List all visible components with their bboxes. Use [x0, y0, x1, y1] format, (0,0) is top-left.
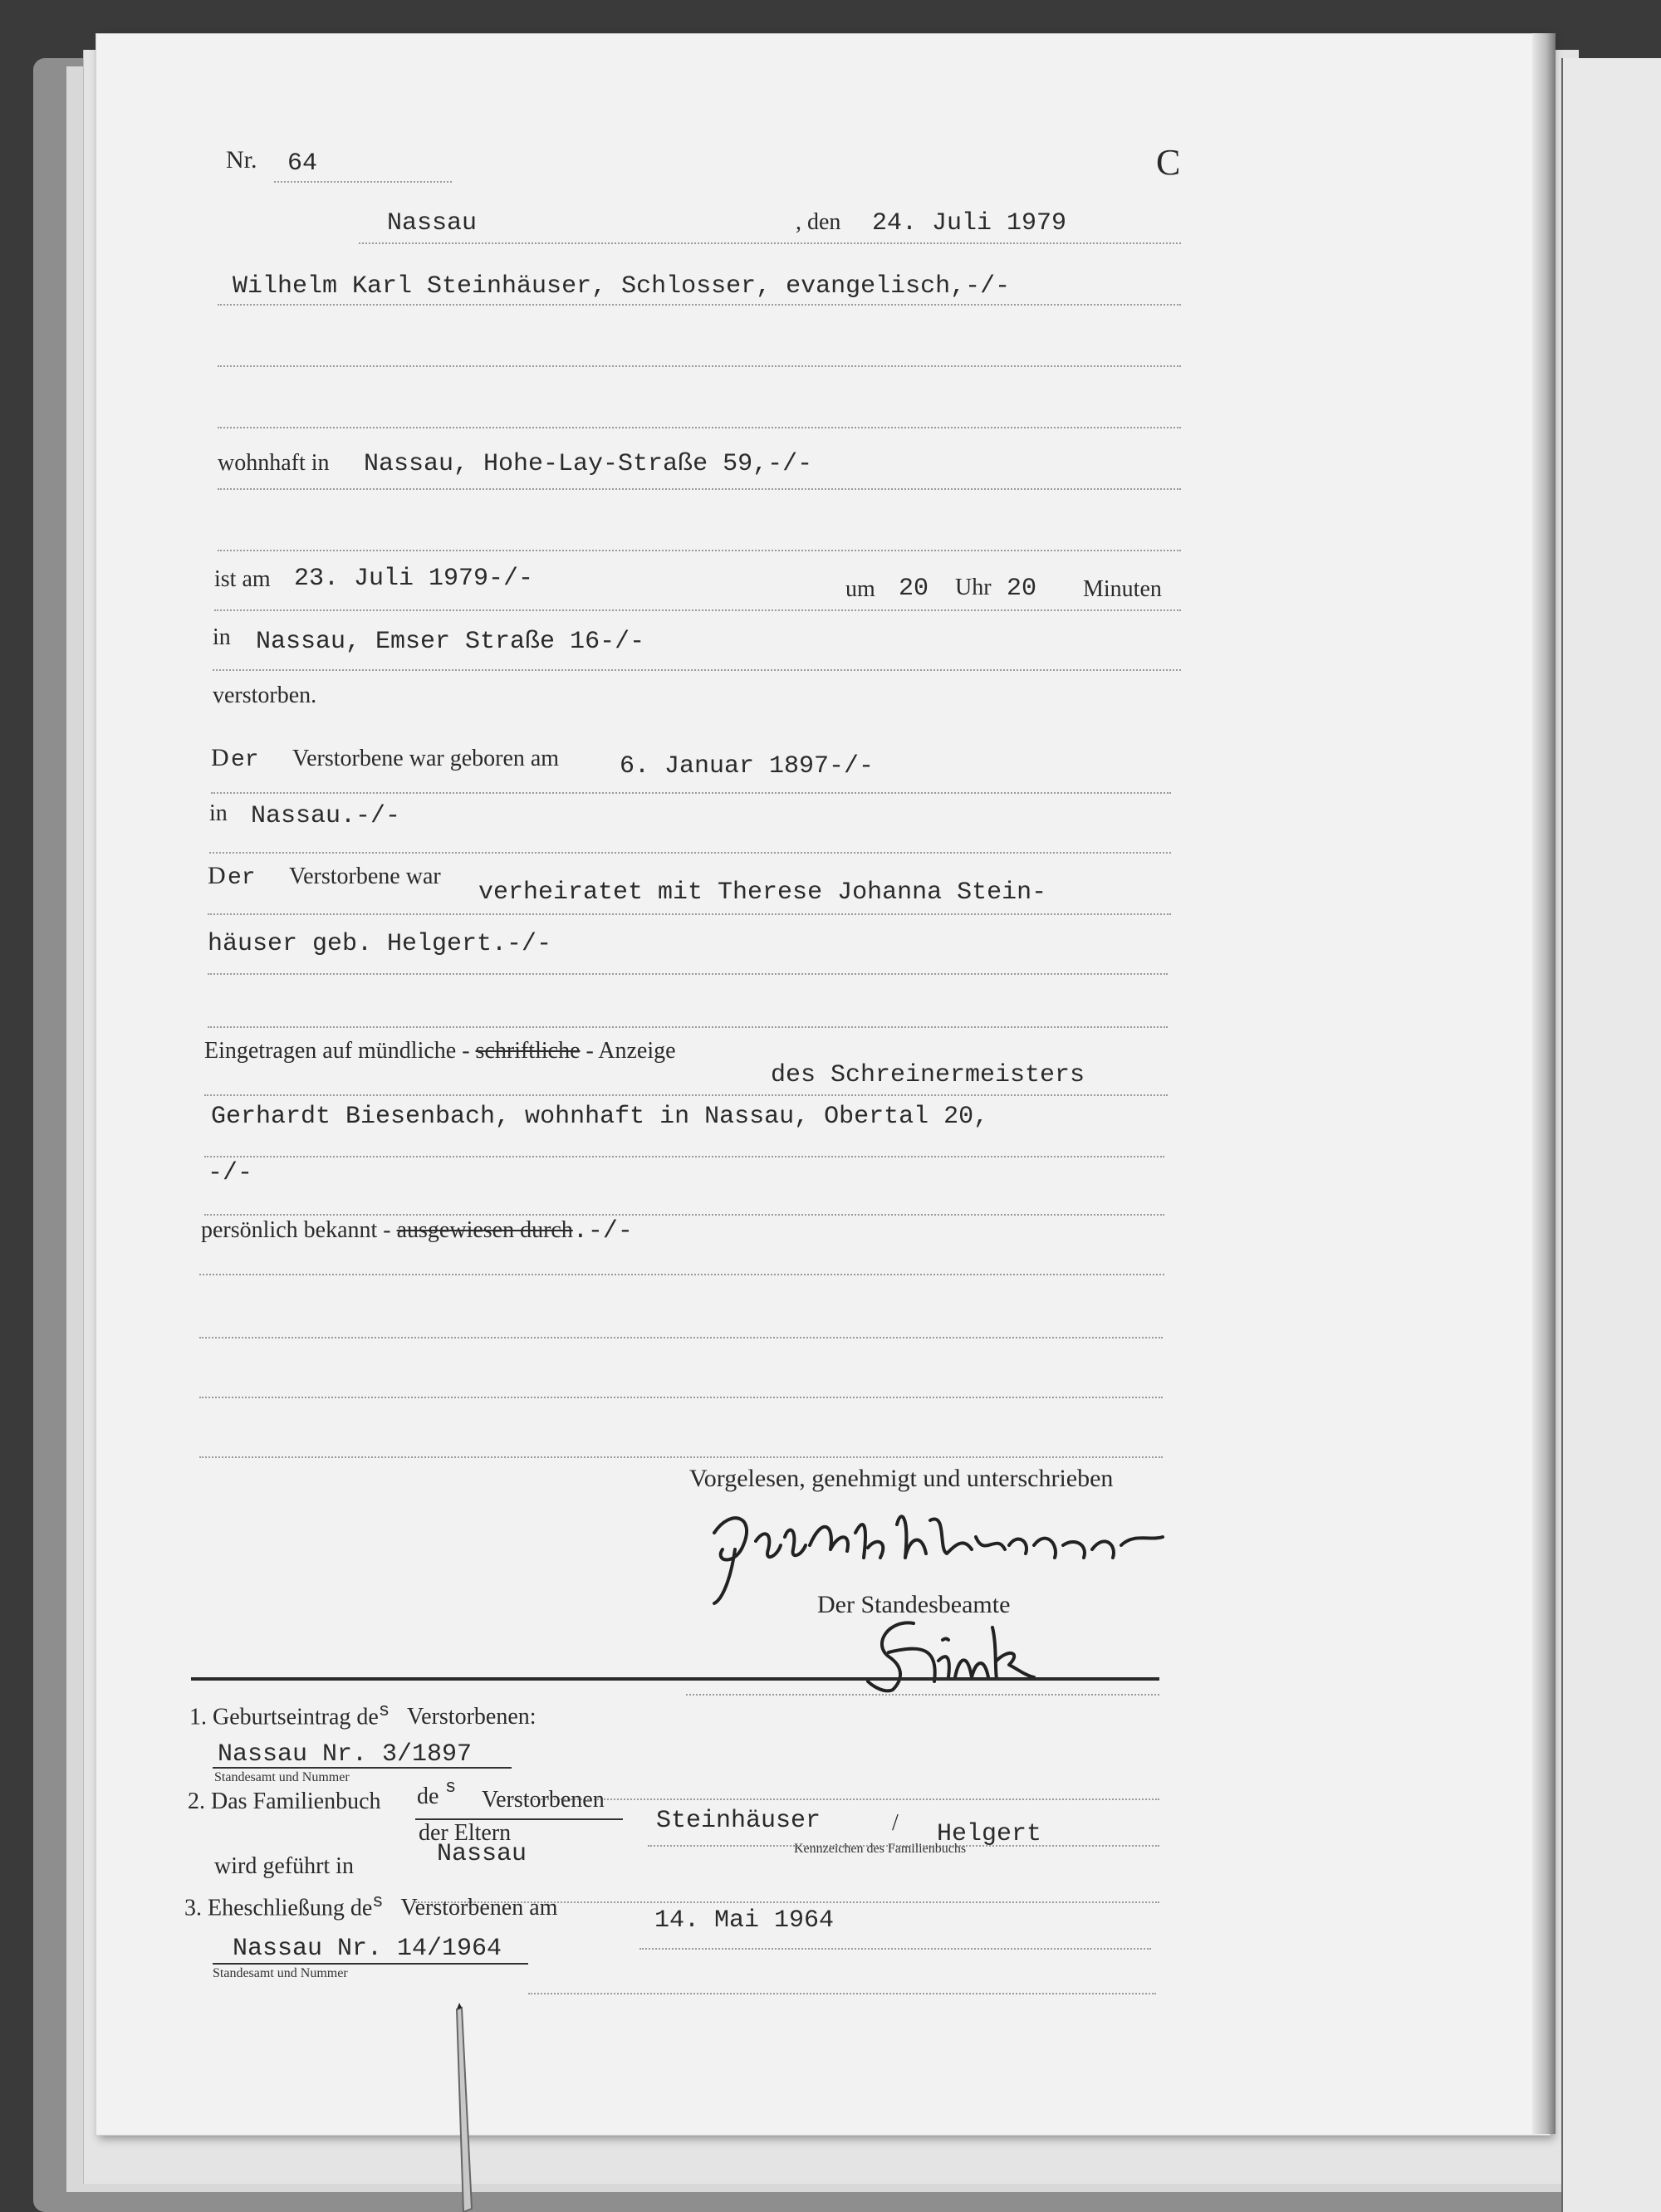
note-2-eltern: der Eltern: [419, 1820, 512, 1846]
rule: [208, 973, 1168, 975]
register-letter: C: [1156, 142, 1181, 183]
rule: [218, 365, 1181, 367]
record-number: 64: [287, 149, 318, 178]
rule: [204, 1214, 1164, 1216]
note-3-label-text: 3. Eheschließung de: [184, 1895, 373, 1921]
note-1-sup: s: [378, 1701, 390, 1721]
note-1-label-text: 1. Geburtseintrag de: [189, 1704, 379, 1730]
known-label: persönlich bekannt -: [201, 1217, 397, 1243]
rule: [209, 852, 1171, 854]
den-label: , den: [796, 209, 841, 235]
note-3-label: [184, 1891, 557, 1921]
page-gutter: [1532, 33, 1556, 2134]
place: Nassau: [387, 209, 478, 237]
rule: [199, 1397, 1163, 1398]
standesamt-label: Standesamt und Nummer: [214, 1770, 350, 1784]
entered-label-1: Eingetragen auf mündliche -: [204, 1038, 476, 1064]
birth-place: Nassau.-/-: [251, 802, 401, 830]
rule: [639, 1948, 1151, 1950]
rule: [213, 1767, 512, 1769]
birth-date: 6. Januar 1897-/-: [620, 752, 875, 781]
rule: [512, 1798, 1159, 1800]
kennzeichen-label: Kennzeichen des Familienbuchs: [794, 1842, 967, 1856]
rule: [208, 913, 1171, 915]
rule: [274, 181, 452, 183]
rule: [199, 1337, 1163, 1338]
record-date: 24. Juli 1979: [872, 209, 1067, 237]
rule: [359, 242, 1181, 244]
facing-page: [1561, 58, 1661, 2212]
informant-3: -/-: [208, 1159, 253, 1187]
death-hour: 20: [899, 575, 929, 603]
entered-label-2: - Anzeige: [580, 1038, 676, 1064]
married-text-2: häuser geb. Helgert.-/-: [208, 930, 552, 958]
known-line: [201, 1217, 633, 1245]
born-label: Verstorbene war geboren am: [292, 746, 560, 771]
um-label: um: [845, 576, 875, 602]
rule: [211, 792, 1171, 794]
rule: [213, 1963, 528, 1965]
residence: Nassau, Hohe-Lay-Straße 59,-/-: [364, 450, 813, 478]
note-3-date: 14. Mai 1964: [654, 1906, 835, 1935]
informant-1: des Schreinermeisters: [771, 1061, 1085, 1089]
born-suffix: er: [231, 747, 259, 773]
rule: [218, 427, 1181, 428]
death-place: Nassau, Emser Straße 16-/-: [256, 628, 645, 656]
birth-in-label: in: [209, 800, 228, 826]
married-prefix: D: [208, 862, 226, 889]
death-minute: 20: [1007, 575, 1037, 603]
death-date: 23. Juli 1979-/-: [294, 565, 534, 593]
pen-pointer: [432, 2001, 498, 2212]
verstorben-label: verstorben.: [213, 683, 317, 708]
note-2-de: de: [417, 1784, 439, 1809]
entered-line: [204, 1038, 676, 1064]
deceased-name: Wilhelm Karl Steinhäuser, Schlosser, evangelisch,-/-: [233, 272, 1011, 301]
uhr-label: Uhr: [955, 575, 992, 600]
note-1-value: Nassau Nr. 3/1897: [218, 1740, 473, 1769]
note-2-name-1: Steinhäuser: [656, 1807, 821, 1835]
note-3-label2: Verstorbenen am: [400, 1895, 558, 1921]
rule: [218, 550, 1181, 551]
registrar-label: Der Standesbeamte: [817, 1591, 1011, 1618]
section-divider: [191, 1677, 1159, 1681]
rule: [199, 1274, 1164, 1275]
informant-2: Gerhardt Biesenbach, wohnhaft in Nassau, Obertal 20,: [211, 1103, 989, 1131]
rule: [204, 1156, 1164, 1157]
married-text-1: verheiratet mit Therese Johanna Stein-: [478, 878, 1047, 907]
rule: [213, 669, 1181, 671]
nr-label: Nr.: [226, 146, 257, 174]
rule: [214, 609, 1181, 611]
read-approved-label: Vorgelesen, genehmigt und unterschrieben: [689, 1465, 1114, 1492]
born-prefix: D: [211, 744, 229, 771]
note-2-name-2: Helgert: [937, 1820, 1042, 1848]
note-2-place: Nassau: [437, 1840, 527, 1868]
entered-struck: schriftliche: [475, 1038, 581, 1064]
known-fill: .-/-: [572, 1217, 633, 1245]
rule: [204, 1094, 1168, 1096]
married-label: Verstorbene war: [289, 864, 441, 889]
registrar-signature: [855, 1611, 1046, 1694]
note-2-label: 2. Das Familienbuch: [188, 1789, 381, 1814]
death-label: ist am: [214, 566, 271, 592]
note-2-slash: /: [892, 1810, 899, 1836]
rule: [686, 1694, 1159, 1696]
note-1-label: [189, 1701, 537, 1730]
rule: [218, 304, 1181, 306]
married-suffix: er: [228, 865, 256, 891]
note-2-verstorbenen: Verstorbenen: [482, 1787, 605, 1813]
rule: [208, 1026, 1168, 1028]
known-struck: ausgewiesen durch: [396, 1217, 573, 1243]
standesamt-label-2: Standesamt und Nummer: [213, 1966, 348, 1980]
note-3-value: Nassau Nr. 14/1964: [233, 1935, 502, 1963]
rule: [218, 488, 1181, 490]
rule: [528, 1993, 1156, 1994]
note-2-wird: wird geführt in: [214, 1853, 354, 1879]
note-1-label2: Verstorbenen:: [407, 1704, 537, 1730]
note-2-sup: s: [445, 1777, 457, 1798]
note-3-sup: s: [372, 1891, 384, 1912]
minuten-label: Minuten: [1083, 576, 1162, 602]
rule: [199, 1456, 1163, 1458]
residence-label: wohnhaft in: [218, 450, 330, 476]
in-label: in: [213, 624, 231, 650]
